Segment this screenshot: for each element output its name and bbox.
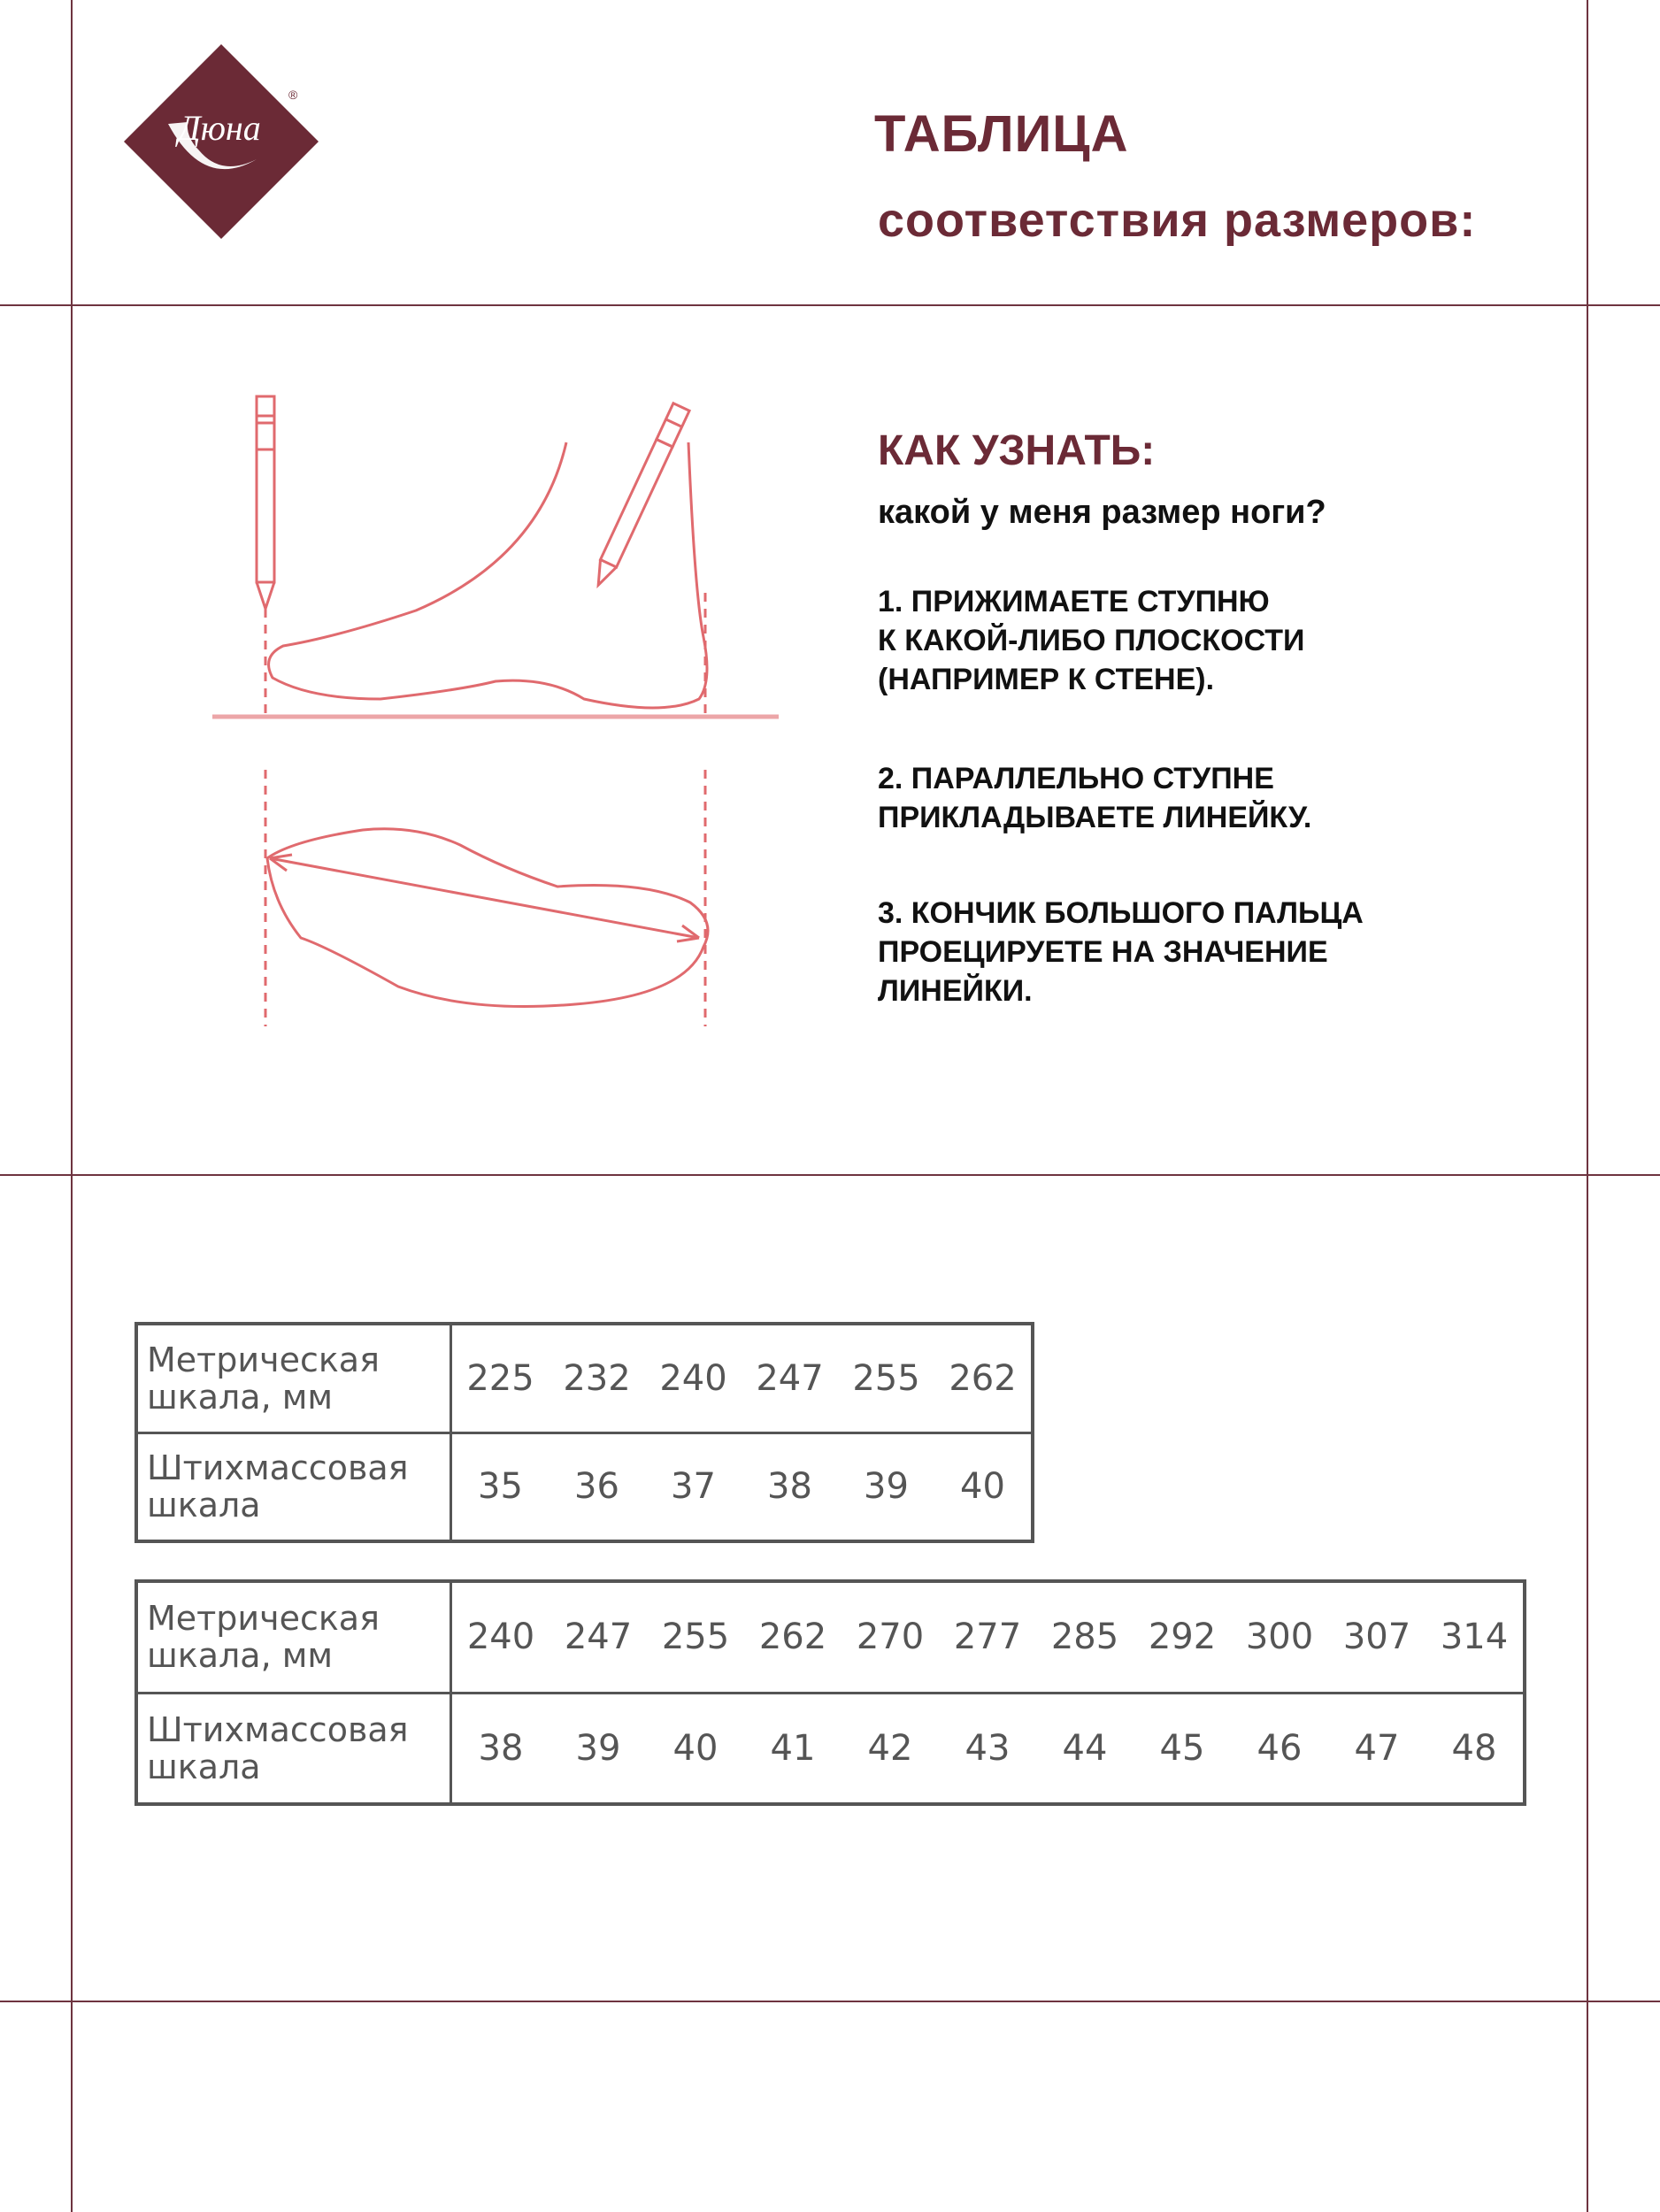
brand-logo <box>106 27 336 257</box>
table-cell: 35 <box>478 1466 523 1508</box>
table-cell: 42 <box>867 1727 913 1769</box>
table-cell: 247 <box>549 1583 647 1693</box>
table-cell: 44 <box>1062 1727 1108 1769</box>
table-cell: 255 <box>647 1583 744 1693</box>
page-title: ТАБЛИЦА <box>874 105 1129 163</box>
table-cell: 38 <box>478 1727 524 1769</box>
table-cell: 39 <box>575 1727 621 1769</box>
metric-scale-label: Метрическая шкала, мм <box>138 1583 451 1693</box>
table-cell: 45 <box>1159 1727 1205 1769</box>
table-cell: 225 <box>451 1325 549 1432</box>
foot-measurement-icon <box>168 327 841 1035</box>
instruction-step-1: 1. ПРИЖИМАЕТЕ СТУПНЮ К КАКОЙ-ЛИБО ПЛОСКОСТИ (НАПРИМЕР К СТЕНЕ). <box>878 585 1305 696</box>
size-table-small <box>134 1322 1034 1543</box>
table-cell: 307 <box>1328 1583 1426 1693</box>
guide-line-1 <box>0 304 1660 306</box>
stichmass-scale-label: Штихмассовая шкала <box>138 1693 451 1802</box>
instructions-subheading: какой у меня размер ноги? <box>878 494 1326 531</box>
logo-text: Дюна <box>178 108 261 148</box>
table-cell: 247 <box>742 1325 838 1432</box>
table-cell: 240 <box>451 1583 550 1693</box>
table-cell: 285 <box>1036 1583 1134 1693</box>
table-cell: 39 <box>864 1466 909 1508</box>
guide-line-left <box>71 0 73 2212</box>
instruction-step-2: 2. ПАРАЛЛЕЛЬНО СТУПНЕ ПРИКЛАДЫВАЕТЕ ЛИНЕЙКУ. <box>878 762 1312 834</box>
table-cell: 240 <box>645 1325 742 1432</box>
table-cell: 36 <box>574 1466 619 1508</box>
table-cell: 37 <box>671 1466 716 1508</box>
size-table-large <box>134 1579 1526 1806</box>
table-cell: 43 <box>964 1727 1011 1769</box>
table-cell: 292 <box>1134 1583 1231 1693</box>
table-cell: 40 <box>672 1727 719 1769</box>
table-cell: 314 <box>1426 1583 1523 1693</box>
metric-scale-label: Метрическая шкала, мм <box>138 1325 451 1432</box>
table-cell: 270 <box>842 1583 939 1693</box>
page-subtitle: соответствия размеров: <box>878 194 1477 247</box>
table-cell: 232 <box>549 1325 645 1432</box>
table-cell: 262 <box>744 1583 842 1693</box>
guide-line-2 <box>0 1174 1660 1176</box>
instruction-step-3: 3. КОНЧИК БОЛЬШОГО ПАЛЬЦА ПРОЕЦИРУЕТЕ НА ЗНАЧЕНИЕ ЛИНЕЙКИ. <box>878 896 1364 1008</box>
table-cell: 40 <box>960 1466 1005 1508</box>
stichmass-scale-label: Штихмассовая шкала <box>138 1432 451 1540</box>
instructions-heading: КАК УЗНАТЬ: <box>878 427 1156 474</box>
table-cell: 255 <box>838 1325 934 1432</box>
table-cell: 48 <box>1451 1727 1497 1769</box>
table-cell: 47 <box>1354 1727 1400 1769</box>
table-cell: 38 <box>767 1466 812 1508</box>
table-cell: 46 <box>1257 1727 1303 1769</box>
table-cell: 300 <box>1231 1583 1328 1693</box>
table-cell: 277 <box>939 1583 1036 1693</box>
guide-line-right <box>1587 0 1588 2212</box>
registered-mark: ® <box>288 88 298 102</box>
table-cell: 41 <box>770 1727 816 1769</box>
guide-line-3 <box>0 2001 1660 2002</box>
table-cell: 262 <box>934 1325 1031 1432</box>
